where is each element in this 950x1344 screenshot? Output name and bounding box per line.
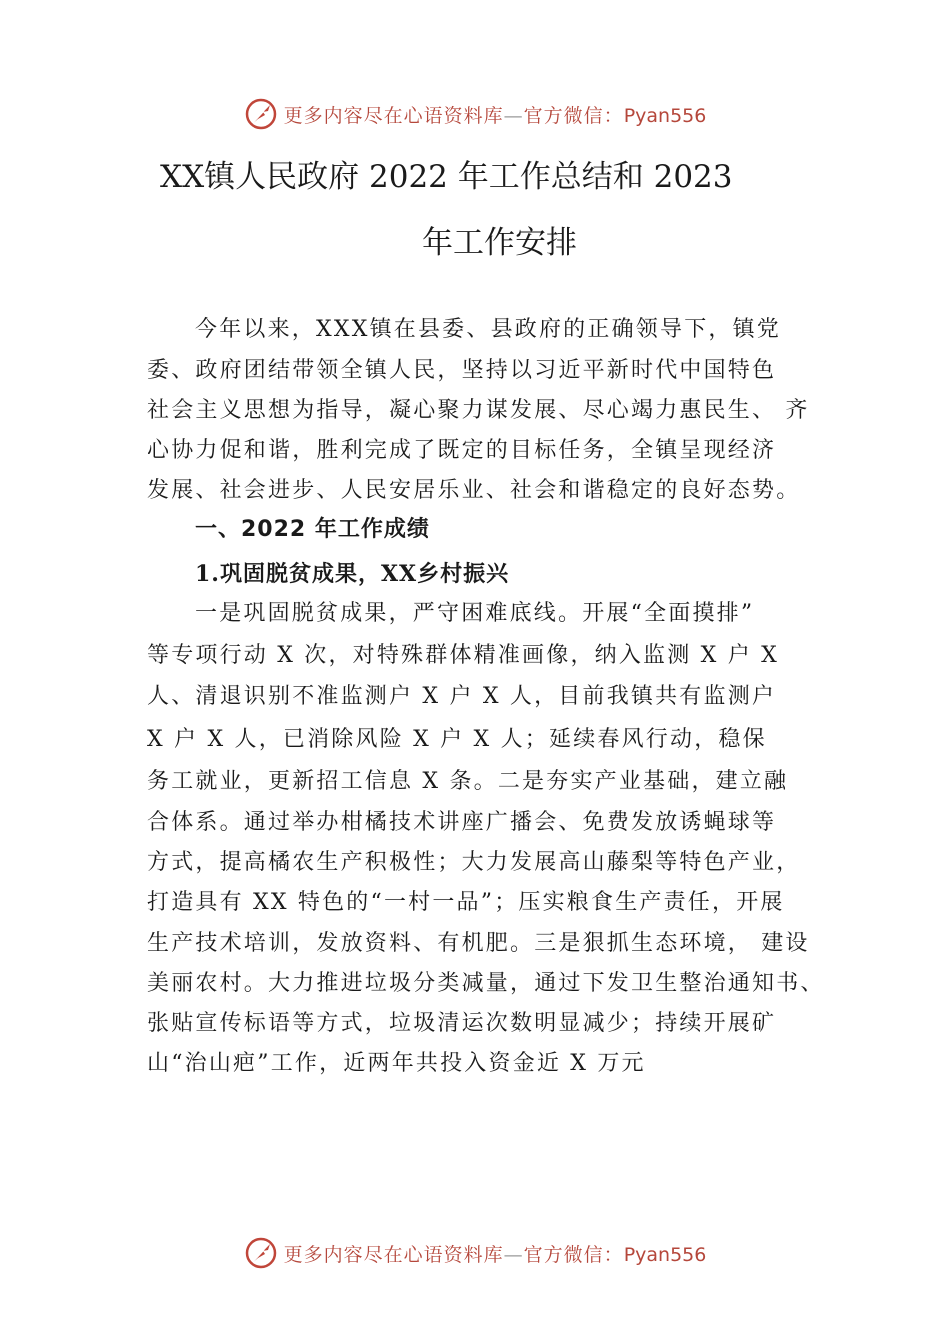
paragraph-line: 打造具有 XX 特色的“一村一品”；压实粮食生产责任，开展 xyxy=(147,890,785,915)
intro-line: 委、政府团结带领全镇人民，坚持以习近平新时代中国特色 xyxy=(147,358,777,383)
paragraph-line: 务工就业，更新招工信息 X 条。二是夯实产业基础，建立融 xyxy=(147,769,789,794)
subsection-heading: 1.巩固脱贫成果，XX乡村振兴 xyxy=(195,561,510,587)
footer-watermark xyxy=(0,1233,950,1273)
document-title-line-1: XX镇人民政府 2022 年工作总结和 2023 xyxy=(160,159,733,195)
section-heading: 一、2022 年工作成绩 xyxy=(195,517,430,542)
paragraph-line: 美丽农村。大力推进垃圾分类减量，通过下发卫生整治通知书、 xyxy=(147,971,825,996)
document-title-line-2: 年工作安排 xyxy=(422,225,577,261)
paragraph-line: 生产技术培训，发放资料、有机肥。三是狠抓生态环境， 建设 xyxy=(147,931,810,956)
watermark-text: 更多内容尽在心语资料库—官方微信：Pyan556 xyxy=(283,104,707,127)
paragraph-line: 方式，提高橘农生产积极性；大力发展高山藤梨等特色产业， xyxy=(147,850,801,875)
intro-line: 社会主义思想为指导，凝心聚力谋发展、尽心竭力惠民生、 齐 xyxy=(147,398,810,423)
watermark-text: 更多内容尽在心语资料库—官方微信：Pyan556 xyxy=(283,1243,707,1266)
intro-line: 今年以来，XXX镇在县委、县政府的正确领导下，镇党 xyxy=(195,317,781,342)
header-watermark xyxy=(0,94,950,134)
paragraph-line: 山“治山疤”工作，近两年共投入资金近 X 万元 xyxy=(147,1051,646,1076)
intro-line: 心协力促和谐，胜利完成了既定的目标任务，全镇呈现经济 xyxy=(147,438,777,463)
quill-logo-icon xyxy=(244,1236,278,1270)
paragraph-line: 张贴宣传标语等方式，垃圾清运次数明显减少；持续开展矿 xyxy=(147,1011,777,1036)
paragraph-line: 一是巩固脱贫成果，严守困难底线。开展“全面摸排” xyxy=(195,601,755,626)
paragraph-line: 人、清退识别不准监测户 X 户 X 人，目前我镇共有监测户 xyxy=(147,684,777,709)
paragraph-line: 合体系。通过举办柑橘技术讲座广播会、免费发放诱蝇球等 xyxy=(147,810,777,835)
intro-line: 发展、社会进步、人民安居乐业、社会和谐稳定的良好态势。 xyxy=(147,478,801,503)
quill-logo-icon xyxy=(244,97,278,131)
paragraph-line: 等专项行动 X 次，对特殊群体精准画像，纳入监测 X 户 X xyxy=(147,643,779,668)
paragraph-line: X 户 X 人，已消除风险 X 户 X 人；延续春风行动，稳保 xyxy=(147,727,767,752)
